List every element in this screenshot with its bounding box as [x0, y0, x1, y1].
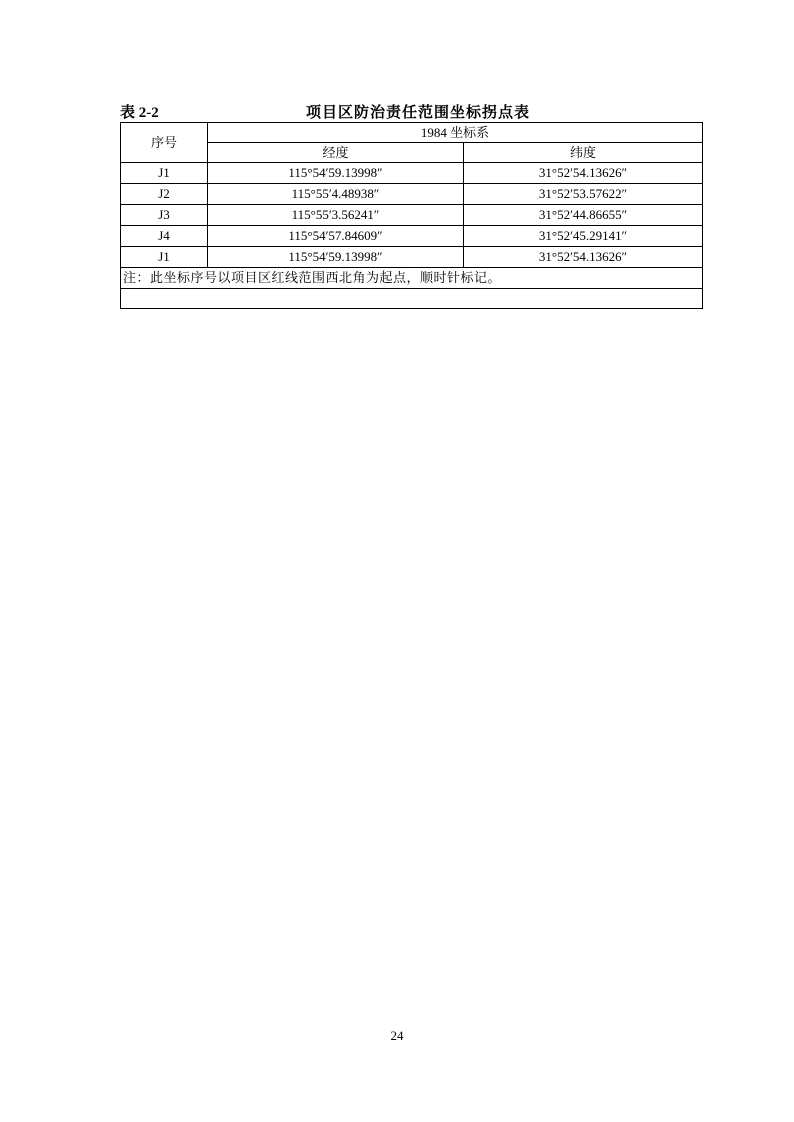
empty-row [121, 289, 703, 309]
table-title: 项目区防治责任范围坐标拐点表 [306, 105, 531, 121]
empty-cell [121, 289, 703, 309]
cell-longitude: 115°55′3.56241″ [208, 205, 464, 226]
table-row [121, 205, 703, 226]
cell-serial: J2 [121, 184, 208, 205]
cell-longitude: 115°54′57.84609″ [208, 226, 464, 247]
cell-latitude: 31°52′45.29141″ [464, 226, 703, 247]
coordinate-table [120, 122, 703, 309]
cell-latitude: 31°52′54.13626″ [464, 247, 703, 268]
header-row-sub [121, 143, 703, 163]
header-coordinate-system: 1984 坐标系 [208, 123, 703, 143]
page-number: 24 [390, 1028, 404, 1043]
cell-latitude: 31°52′53.57622″ [464, 184, 703, 205]
cell-latitude: 31°52′54.13626″ [464, 163, 703, 184]
table-row [121, 226, 703, 247]
cell-latitude: 31°52′44.86655″ [464, 205, 703, 226]
cell-longitude: 115°54′59.13998″ [208, 247, 464, 268]
table-row [121, 247, 703, 268]
header-row-system [121, 123, 703, 143]
table-row [121, 184, 703, 205]
cell-serial: J1 [121, 247, 208, 268]
table-caption [120, 101, 702, 121]
table-row [121, 163, 703, 184]
cell-serial: J3 [121, 205, 208, 226]
header-latitude: 纬度 [464, 143, 703, 163]
header-serial: 序号 [121, 123, 208, 163]
table-note: 注：此坐标序号以项目区红线范围西北角为起点，顺时针标记。 [121, 268, 703, 289]
table-label: 表 2-2 [120, 105, 159, 121]
cell-longitude: 115°54′59.13998″ [208, 163, 464, 184]
cell-serial: J1 [121, 163, 208, 184]
header-longitude: 经度 [208, 143, 464, 163]
note-row [121, 268, 703, 289]
cell-serial: J4 [121, 226, 208, 247]
cell-longitude: 115°55′4.48938″ [208, 184, 464, 205]
